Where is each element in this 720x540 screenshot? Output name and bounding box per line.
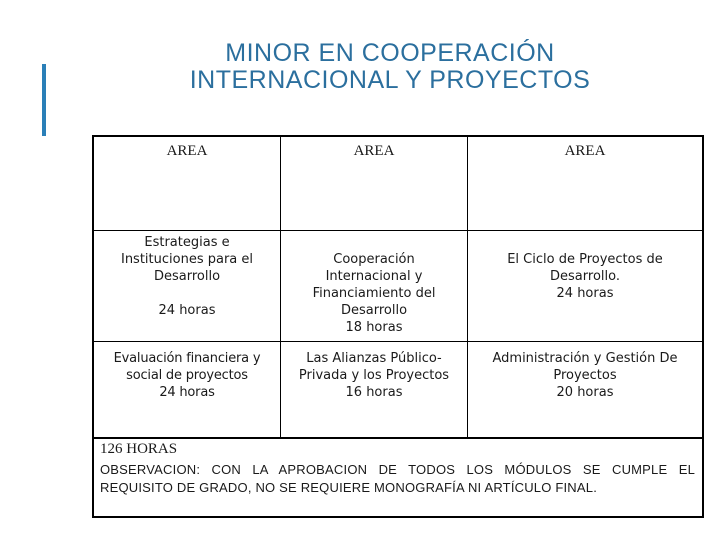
- page-title: [100, 40, 680, 94]
- module-name-line: Instituciones para el: [120, 252, 254, 267]
- module-name-line: Desarrollo: [340, 303, 408, 318]
- module-name-line: El Ciclo de Proyectos de: [507, 252, 663, 267]
- module-name-line: Estrategias e: [144, 235, 230, 250]
- module-hours: 24 horas: [159, 385, 215, 400]
- module-name-line: Financiamiento del: [312, 286, 436, 301]
- title-line-1: MINOR EN COOPERACIÓN: [225, 39, 555, 67]
- module-cell: [94, 350, 280, 401]
- observation-line-1: OBSERVACION: CON LA APROBACION DE TODOS LOS MÓDULOS SE CUMPLE EL: [100, 462, 695, 477]
- module-name-line: Evaluación financiera y: [113, 351, 261, 366]
- modules-table: [92, 135, 704, 439]
- module-cell: [281, 251, 467, 336]
- column-header-2: AREA: [353, 143, 395, 159]
- module-cell: [94, 234, 280, 319]
- module-cell: [468, 251, 702, 302]
- module-name-line: Proyectos: [553, 368, 617, 383]
- footer-box: [92, 437, 704, 518]
- module-name-line: Desarrollo: [153, 269, 221, 284]
- total-hours: 126 HORAS: [100, 441, 178, 457]
- module-cell: [468, 350, 702, 401]
- accent-bar: [42, 64, 46, 136]
- row-divider: [94, 341, 702, 342]
- column-header-3: AREA: [564, 143, 606, 159]
- module-cell: [281, 350, 467, 401]
- title-line-2: INTERNACIONAL Y PROYECTOS: [189, 66, 591, 94]
- module-name-line: Cooperación: [333, 252, 415, 267]
- module-name-line: Internacional y: [325, 269, 423, 284]
- module-hours: 18 horas: [345, 320, 403, 335]
- module-name-line: Las Alianzas Público-: [306, 351, 442, 366]
- module-hours: 16 horas: [345, 385, 403, 400]
- column-header-1: AREA: [166, 143, 208, 159]
- module-name-line: Privada y los Proyectos: [298, 368, 450, 383]
- row-divider: [94, 230, 702, 231]
- observation-line-2: REQUISITO DE GRADO, NO SE REQUIERE MONOGRAFÍA NI ARTÍCULO FINAL.: [100, 480, 598, 495]
- module-name-line: Administración y Gestión De: [492, 351, 678, 366]
- module-name-line: social de proyectos: [126, 368, 248, 383]
- module-hours: 20 horas: [556, 385, 614, 400]
- module-hours: 24 horas: [158, 303, 216, 318]
- module-name-line: Desarrollo.: [550, 269, 620, 284]
- module-hours: 24 horas: [556, 286, 614, 301]
